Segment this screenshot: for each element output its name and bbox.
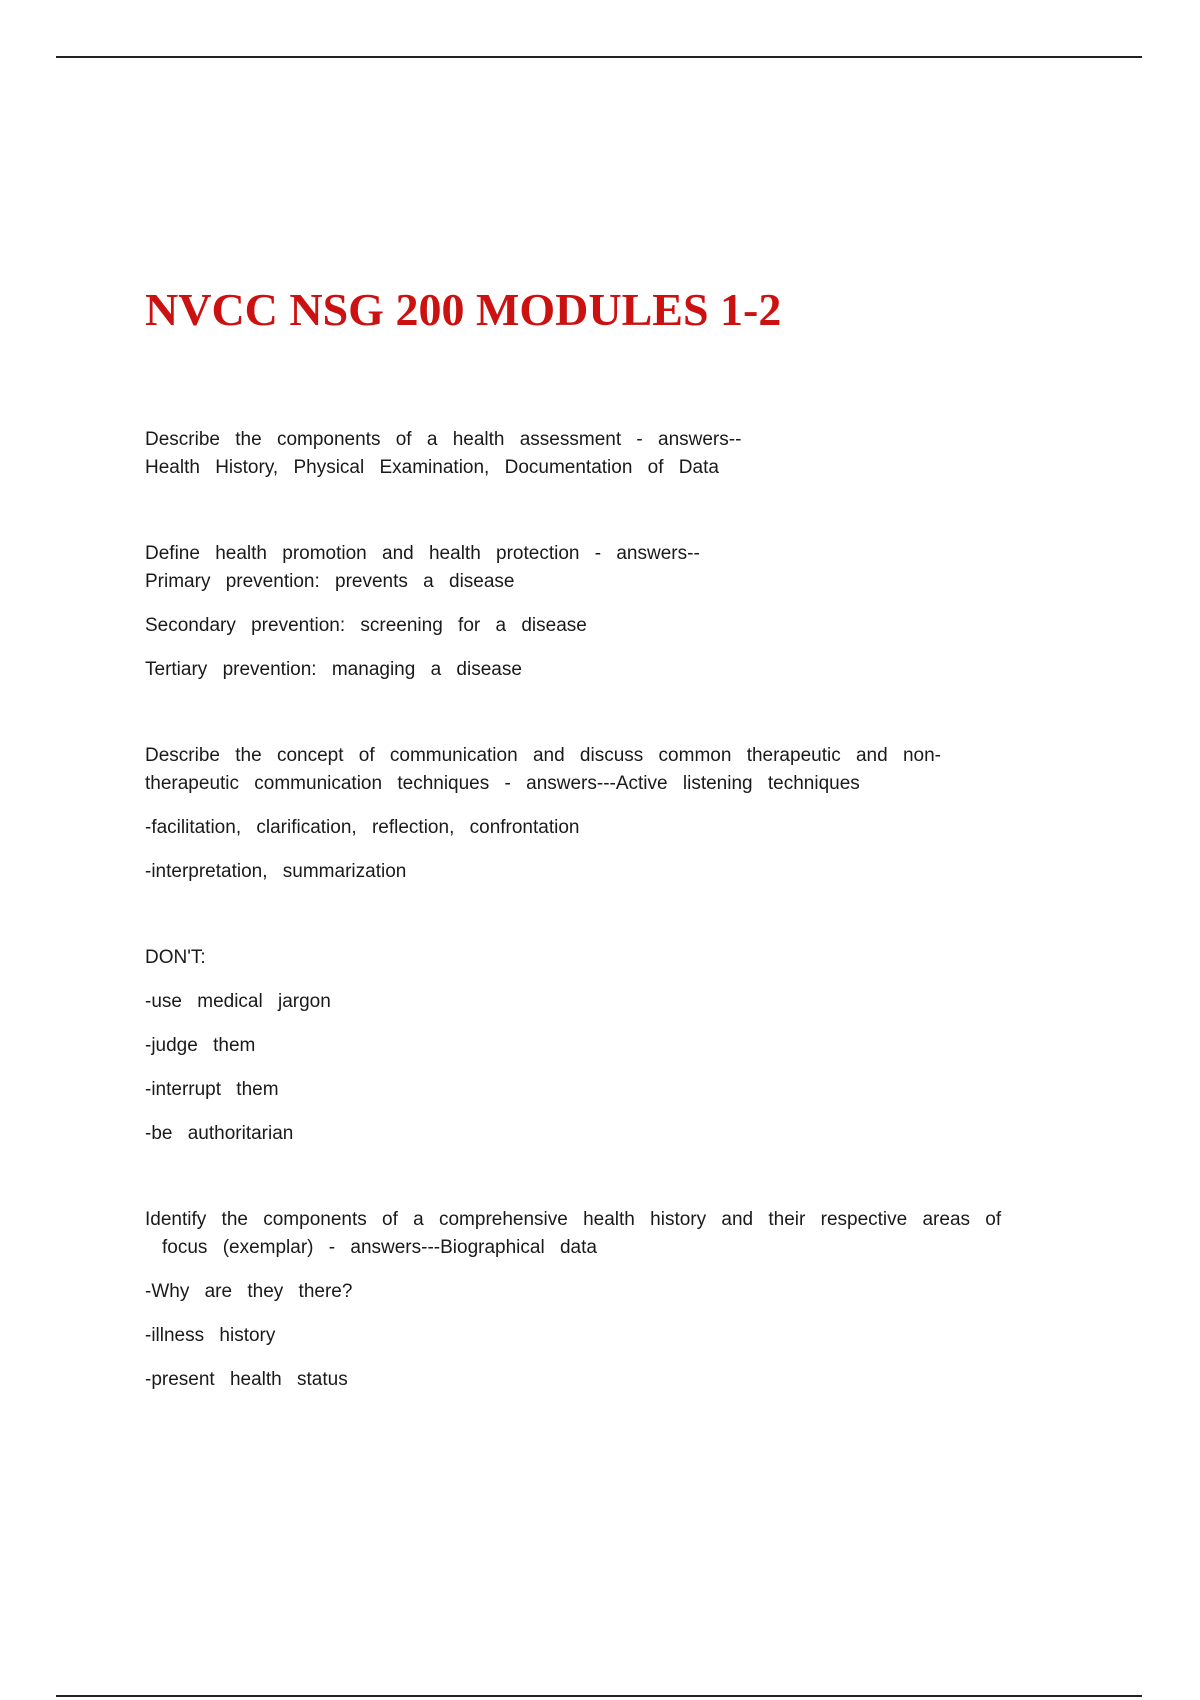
qa-item-communication (145, 742, 1085, 886)
list-heading: DON'T: (145, 947, 206, 968)
answer-line: -illness history (145, 1325, 276, 1346)
question-text: Define health promotion and health protection - answers-- (145, 543, 700, 564)
document-body (145, 426, 1085, 1394)
list-item: -interrupt them (145, 1079, 279, 1100)
answer-line: -present health status (145, 1369, 348, 1390)
bottom-rule (56, 1695, 1142, 1697)
answer-text: Health History, Physical Examination, Documentation of Data (145, 457, 719, 478)
qa-item-dont-list (145, 944, 1085, 1148)
answer-line: -interpretation, summarization (145, 861, 407, 882)
top-rule (56, 56, 1142, 58)
answer-line: -Why are they there? (145, 1281, 353, 1302)
qa-item-health-history (145, 1206, 1085, 1394)
qa-item-health-promotion (145, 540, 1085, 684)
list-item: -use medical jargon (145, 991, 331, 1012)
question-text-continued: focus (exemplar) - answers---Biographical data (162, 1237, 597, 1258)
question-text-continued: therapeutic communication techniques - answers---Active listening techniques (145, 773, 860, 794)
question-text: Describe the concept of communication and discuss common therapeutic and non- (145, 745, 941, 766)
question-text: Identify the components of a comprehensive health history and their respective areas of (145, 1209, 1002, 1230)
document-title: NVCC NSG 200 MODULES 1-2 (145, 284, 782, 335)
answer-line: Secondary prevention: screening for a disease (145, 615, 587, 636)
answer-line: -facilitation, clarification, reflection, confrontation (145, 817, 580, 838)
answer-line: Primary prevention: prevents a disease (145, 571, 515, 592)
answer-line: Tertiary prevention: managing a disease (145, 659, 522, 680)
list-item: -judge them (145, 1035, 256, 1056)
list-item: -be authoritarian (145, 1123, 294, 1144)
question-text: Describe the components of a health assessment - answers-- (145, 429, 742, 450)
qa-item-health-assessment (145, 426, 1085, 482)
